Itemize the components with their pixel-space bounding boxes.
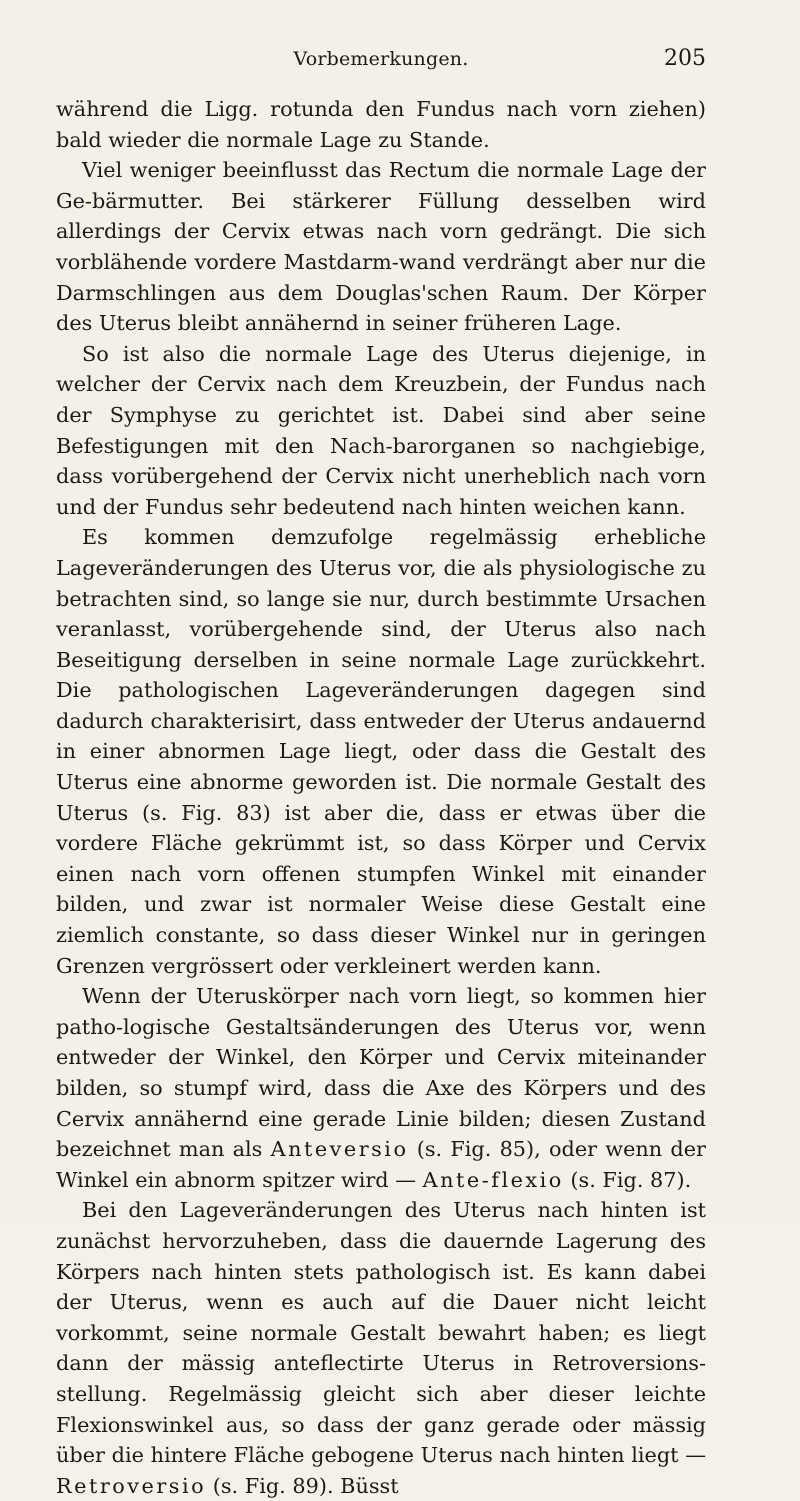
paragraph-4: Es kommen demzufolge regelmässig erhebliche Lageveränderungen des Uterus vor, die als physiologische zu betrachten sind, so lange sie nur, durch bestimmte Ursachen veranlasst, vorübergehende sind, der Uterus also nach Beseitigung derselben in seine normale Lage zurückkehrt. Die pathologischen Lageveränderungen dagegen sind dadurch charakterisirt, dass entweder der Uterus andauernd in einer abnormen Lage liegt, oder dass die Gestalt des Uterus eine abnorme geworden ist. Die normale Gestalt des Uterus (s. Fig. 83) ist aber die, dass er etwas über die vordere Fläche gekrümmt ist, so dass Körper und Cervix einen nach vorn offenen stumpfen Winkel mit einander bilden, und zwar ist normaler Weise diese Gestalt eine ziemlich constante, so dass dieser Winkel nur in geringen Grenzen vergrössert oder verkleinert werden kann. [56, 525, 706, 978]
paragraph-6-text-after: (s. Fig. 89). Büsst [206, 1473, 399, 1498]
paragraph-6 [56, 1195, 706, 1501]
running-title: Vorbemerkungen. [293, 48, 469, 70]
paragraph-5-text-before: Wenn der Uteruskörper nach vorn liegt, so kommen hier patho-logische Gestaltsänderungen des Uterus vor, wenn entweder der Winkel, den Körper und Cervix miteinander bilden, so stumpf wird, dass die Axe des Körpers und des Cervix annähernd eine gerade Linie bilden; diesen Zustand bezeichnet man als [56, 984, 706, 1162]
paragraph-3: So ist also die normale Lage des Uterus diejenige, in welcher der Cervix nach dem Kreuzbein, der Fundus nach der Symphyse zu gerichtet ist. Dabei sind aber seine Befestigungen mit den Nach-barorganen so nachgiebige, dass vorübergehend der Cervix nicht unerheblich nach vorn und der Fundus sehr bedeutend nach hinten weichen kann. [56, 341, 706, 519]
paragraph-6-text-before: Bei den Lageveränderungen des Uterus nach hinten ist zunächst hervorzuheben, dass die dauernde Lagerung des Körpers nach hinten stets pathologisch ist. Es kann dabei der Uterus, wenn es auch auf die Dauer nicht leicht vorkommt, seine normale Gestalt bewahrt haben; es liegt dann der mässig anteflectirte Uterus in Retroversions-stellung. Regelmässig gleicht sich aber dieser leichte Flexionswinkel aus, so dass der ganz gerade oder mässig über die hintere Fläche gebogene Uterus nach hinten liegt — [56, 1198, 706, 1468]
page-header [56, 48, 706, 78]
paragraph-2: Viel weniger beeinflusst das Rectum die normale Lage der Ge-bärmutter. Bei stärkerer Füllung desselben wird allerdings der Cervix etwas nach vorn gedrängt. Die sich vorblähende vordere Mastdarm-wand verdrängt aber nur die Darmschlingen aus dem Douglas'schen Raum. Der Körper des Uterus bleibt annähernd in seiner früheren Lage. [56, 158, 706, 336]
paragraph-5-text-middle: (s. Fig. 85), oder wenn der Winkel ein abnorm spitzer wird — [56, 1137, 706, 1192]
term-anteflexio: Ante-flexio [422, 1167, 564, 1192]
paragraph-5 [56, 981, 706, 1195]
term-anteversio: Anteversio [270, 1137, 409, 1162]
paragraph-5-text-after: (s. Fig. 87). [563, 1167, 692, 1192]
paragraph-1: während die Ligg. rotunda den Fundus nach vorn ziehen) bald wieder die normale Lage zu Stande. [56, 97, 706, 152]
body-text [56, 94, 706, 1501]
term-retroversio: Retroversio [56, 1473, 207, 1498]
page-number: 205 [664, 46, 706, 71]
